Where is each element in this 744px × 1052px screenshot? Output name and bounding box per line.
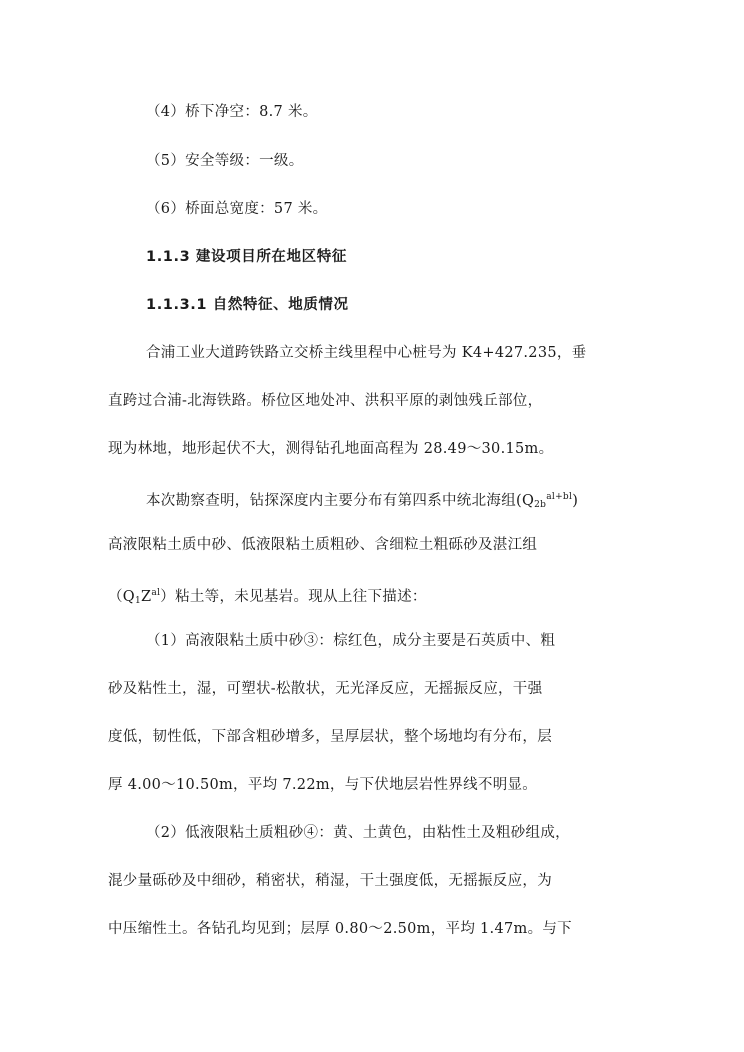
subsection-heading: 1.1.3.1 自然特征、地质情况	[146, 297, 349, 313]
paragraph3-line4: 厚 4.00～10.50m，平均 7.22m，与下伏地层岩性界线不明显。	[108, 777, 538, 793]
paragraph4-line2: 混少量砾砂及中细砂，稍密状，稍湿，干土强度低，无摇振反应，为	[108, 873, 552, 889]
paragraph2-line1	[146, 487, 578, 515]
spec-item-clearance: （4）桥下净空：8.7 米。	[146, 104, 318, 120]
spec-item-deck-width: （6）桥面总宽度：57 米。	[146, 201, 328, 217]
paragraph3-line1: （1）高液限粘土质中砂③：棕红色，成分主要是石英质中、粗	[146, 633, 556, 649]
paragraph2-line3	[108, 583, 427, 611]
paragraph3-line3: 度低，韧性低，下部含粗砂增多，呈厚层状，整个场地均有分布，层	[108, 729, 552, 745]
formation-subscript: 2b	[534, 500, 547, 510]
paragraph1-line1: 合浦工业大道跨铁路立交桥主线里程中心桩号为 K4+427.235，垂	[146, 345, 587, 361]
section-heading: 1.1.3 建设项目所在地区特征	[146, 249, 347, 265]
paragraph2-line3-end: ）粘土等，未见基岩。现从上往下描述：	[160, 589, 427, 605]
paragraph2-line1-text: 本次勘察查明，钻探深度内主要分布有第四系中统北海组(Q	[146, 493, 535, 509]
zhanjiang-superscript: al	[151, 588, 161, 598]
spec-item-safety-level: （5）安全等级：一级。	[146, 153, 304, 169]
paragraph1-line3: 现为林地，地形起伏不大，测得钻孔地面高程为 28.49～30.15m。	[108, 441, 554, 457]
paragraph2-line2: 高液限粘土质中砂、低液限粘土质粗砂、含细粒土粗砾砂及湛江组	[108, 537, 538, 553]
paragraph3-line2: 砂及粘性土，湿，可塑状-松散状，无光泽反应，无摇振反应，干强	[108, 681, 543, 697]
paragraph2-line1-end: )	[572, 493, 579, 509]
zhanjiang-subscript: 1	[135, 596, 142, 606]
paragraph2-line3-start: （Q	[108, 589, 135, 605]
paragraph1-line2: 直跨过合浦-北海铁路。桥位区地处冲、洪积平原的剥蚀残丘部位，	[108, 393, 543, 409]
formation-superscript: al+bl	[546, 492, 573, 502]
paragraph4-line3: 中压缩性土。各钻孔均见到；层厚 0.80～2.50m，平均 1.47m。与下	[108, 921, 572, 937]
paragraph4-line1: （2）低液限粘土质粗砂④：黄、土黄色，由粘性土及粗砂组成，	[146, 825, 570, 841]
paragraph2-line3-mid: Z	[141, 589, 152, 605]
